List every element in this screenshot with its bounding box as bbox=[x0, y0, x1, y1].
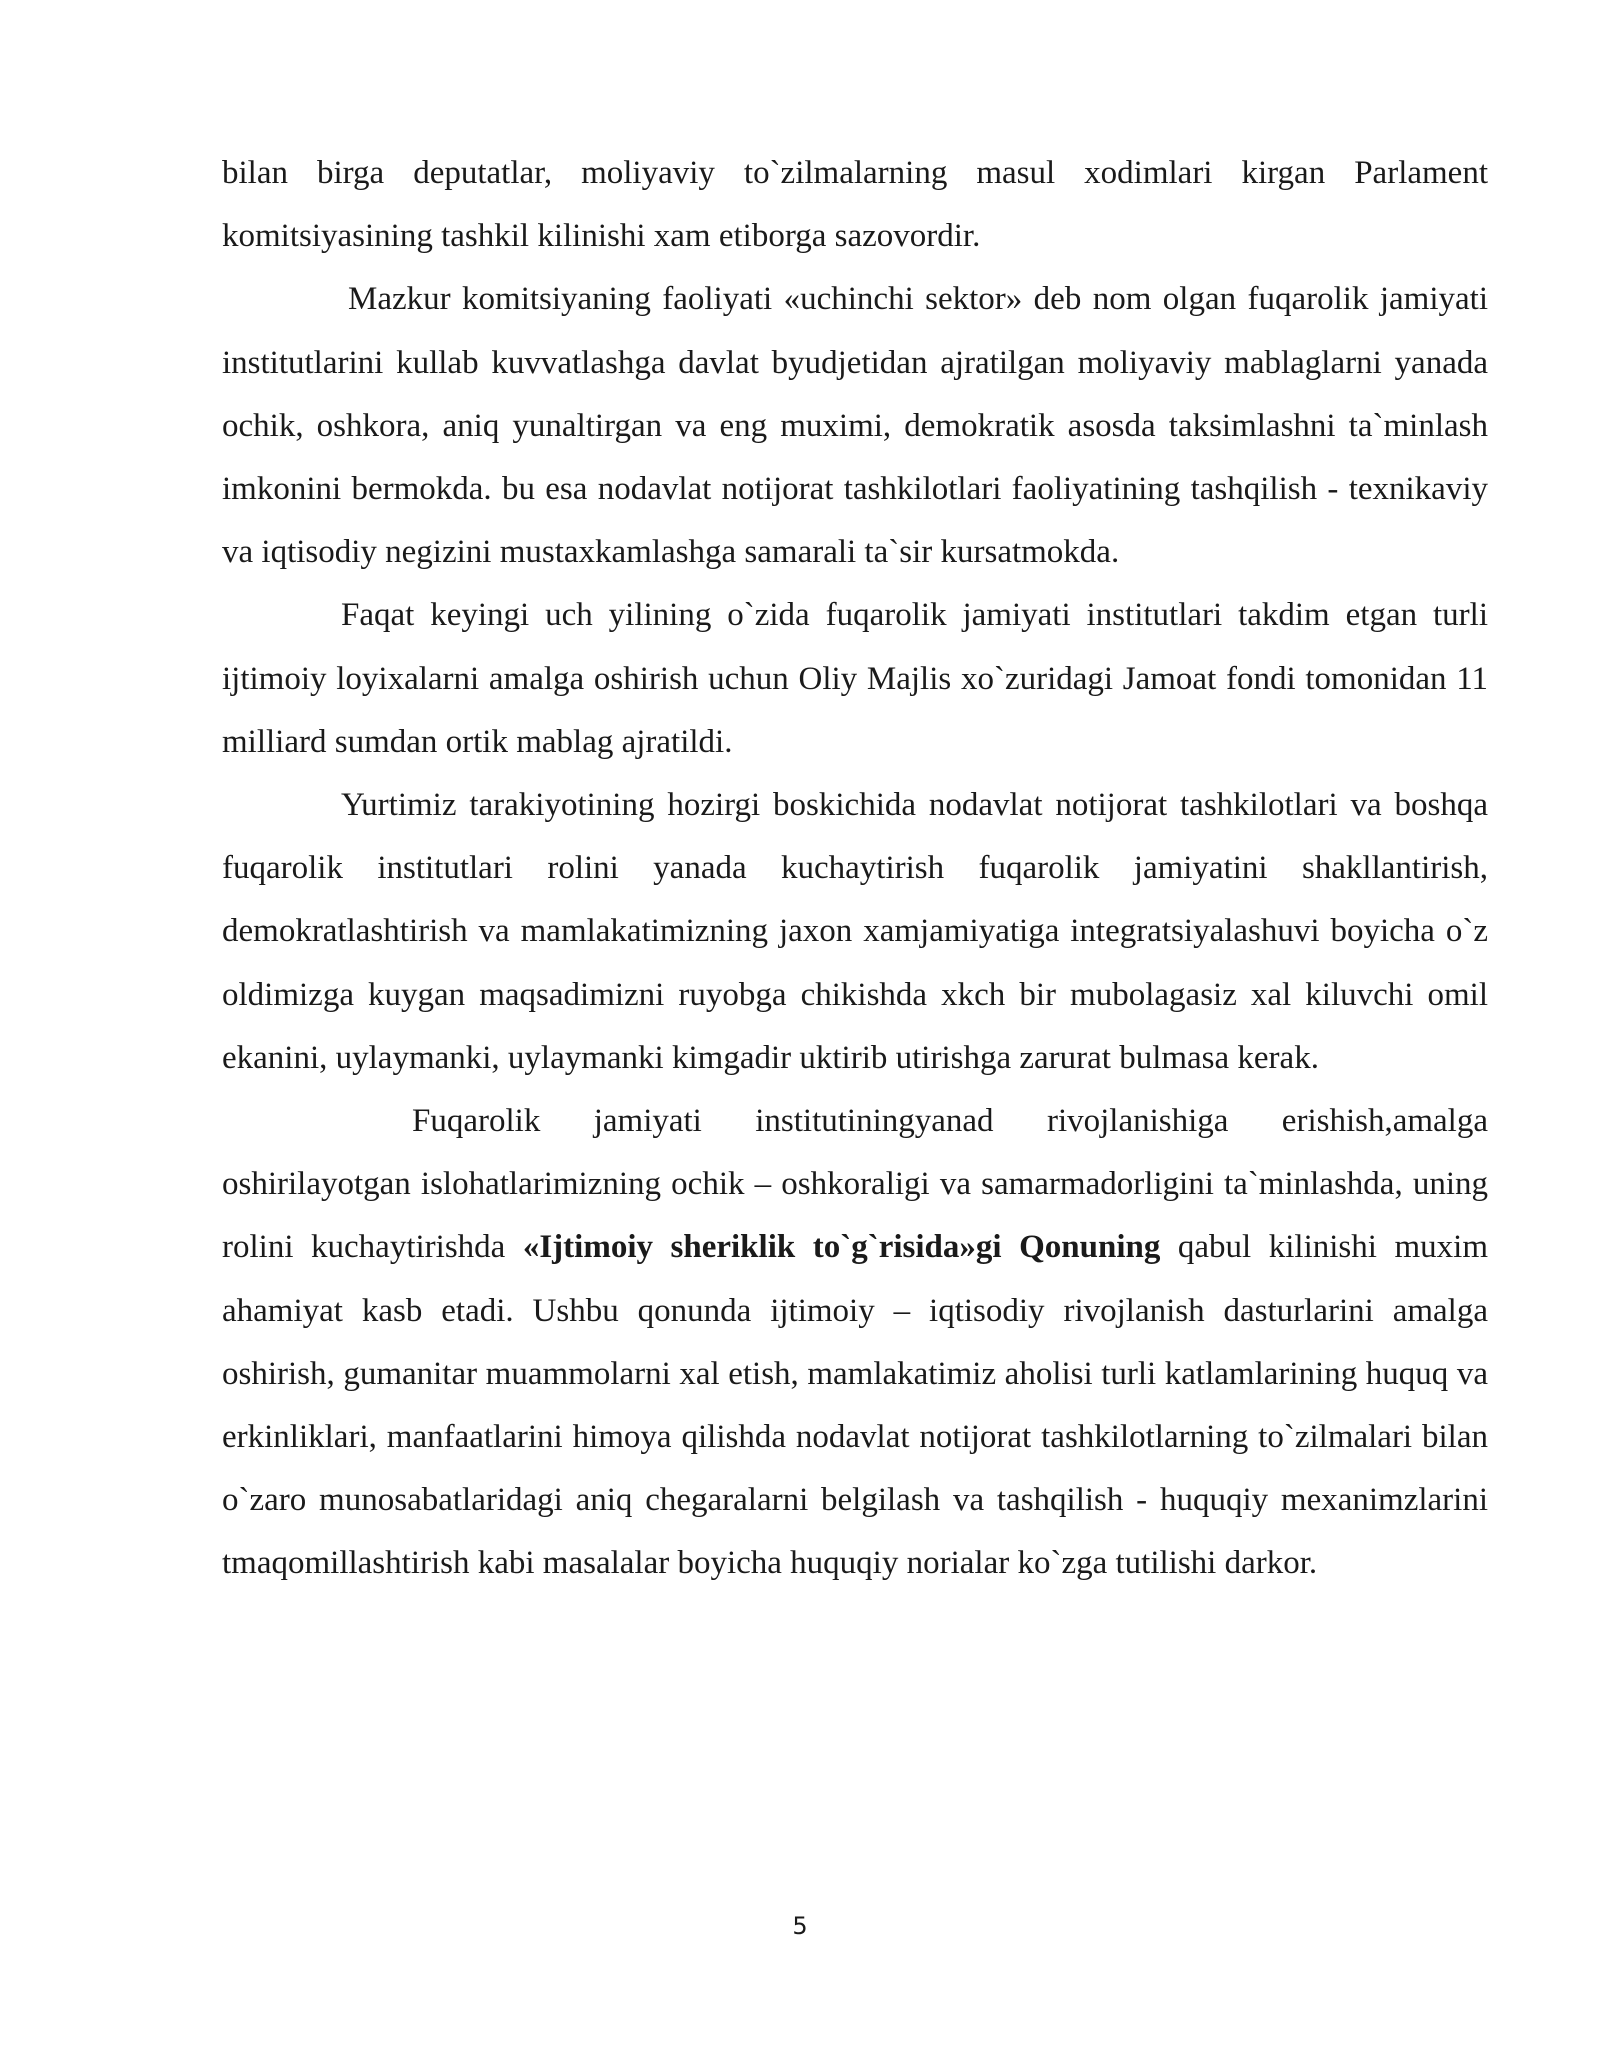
law-title-bold: «Ijtimoiy sheriklik to`g`risida»gi Qonuning bbox=[522, 1229, 1161, 1266]
paragraph-4: Yurtimiz tarakiyotining hozirgi boskichida nodavlat notijorat tashkilotlari va boshqa fuqarolik institutlari rolini yanada kuchaytirish fuqarolik jamiyatini shakllantirish, demokratlashtirish va mamlakatimizning jaxon xamjamiyatiga integratsiyalashuvi boyicha o`z oldimizga kuygan maqsadimizni ruyobga chikishda xkch bir mubolagasiz xal kiluvchi omil ekanini, uylaymanki, uylaymanki kimgadir uktirib utirishga zarurat bulmasa kerak. bbox=[222, 787, 1488, 1076]
paragraph-5 bbox=[222, 1090, 1488, 1596]
page-number: 5 bbox=[792, 1912, 808, 1940]
paragraph-3: Faqat keyingi uch yilining o`zida fuqarolik jamiyati institutlari takdim etgan turli ijtimoiy loyixalarni amalga oshirish uchun Oliy Majlis xo`zuridagi Jamoat fondi tomonidan 11 milliard sumdan ortik mablag ajratildi. bbox=[222, 597, 1488, 760]
paragraph-5-text-start: Fuqarolik jamiyati institutiningyanad rivojlanishiga erishish,amalga oshirilayotgan islohatlarimizning ochik – oshkoraligi va samarmadorligini ta`minlashda, uning rolini kuchaytirishda bbox=[222, 1103, 1488, 1266]
document-body bbox=[222, 142, 1488, 1596]
paragraph-2: Mazkur komitsiyaning faoliyati «uchinchi sektor» deb nom olgan fuqarolik jamiyati institutlarini kullab kuvvatlashga davlat byudjetidan ajratilgan moliyaviy mablaglarni yanada ochik, oshkora, aniq yunaltirgan va eng muximi, demokratik asosda taksimlashni ta`minlash imkonini bermokda. bu esa nodavlat notijorat tashkilotlari faoliyatining tashqilish - texnikaviy va iqtisodiy negizini mustaxkamlashga samarali ta`sir kursatmokda. bbox=[222, 281, 1488, 571]
paragraph-5-text-end: qabul kilinishi muxim ahamiyat kasb etadi. Ushbu qonunda ijtimoiy – iqtisodiy rivojlanish dasturlarini amalga oshirish, gumanitar muammolarni xal etish, mamlakatimiz aholisi turli katlamlarining huquq va erkinliklari, manfaatlarini himoya qilishda nodavlat notijorat tashkilotlarning to`zilmalari bilan o`zaro munosabatlaridagi aniq chegaralarni belgilash va tashqilish - huquqiy mexanimzlarini tmaqomillashtirish kabi masalalar boyicha huquqiy norialar ko`zga tutilishi darkor. bbox=[222, 1229, 1488, 1582]
paragraph-1: bilan birga deputatlar, moliyaviy to`zilmalarning masul xodimlari kirgan Parlament komitsiyasining tashkil kilinishi xam etiborga sazovordir. bbox=[222, 155, 1488, 255]
